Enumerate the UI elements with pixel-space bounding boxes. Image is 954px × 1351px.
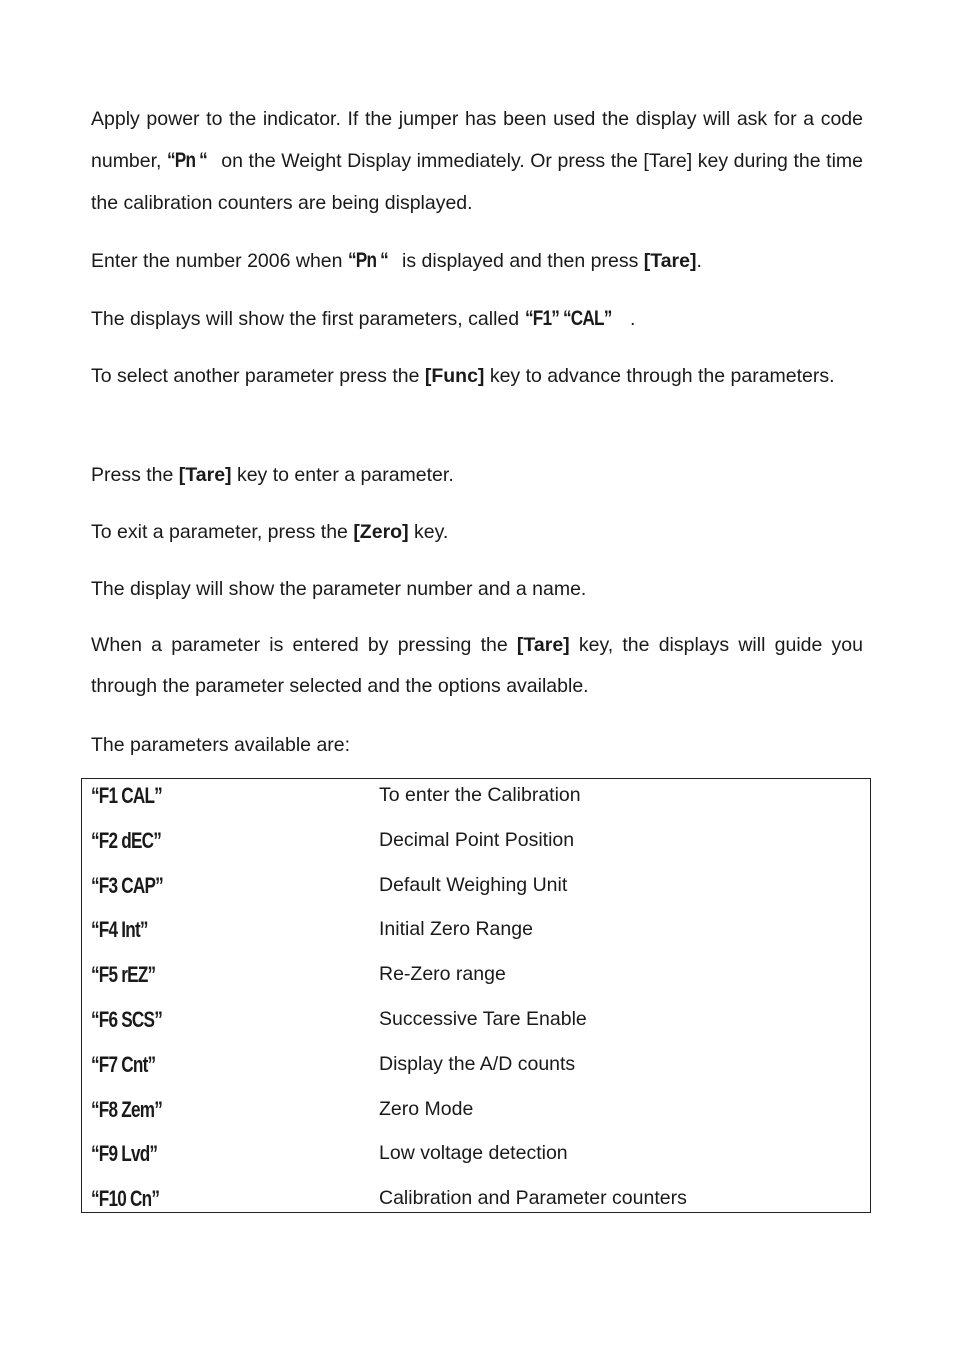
parameter-code: “F8 Zem” <box>91 1096 163 1122</box>
parameter-description: Decimal Point Position <box>379 828 575 851</box>
paragraph-exit-parameter <box>91 511 448 553</box>
key-label-tare: [Tare] <box>643 250 697 272</box>
text: on the Weight Display immediately. Or press the [Tare] key during the time the calibration counters are being displayed. <box>91 150 863 214</box>
text: The displays will show the first parameters, called <box>91 308 525 330</box>
parameter-description: Successive Tare Enable <box>379 1008 587 1030</box>
paragraph-parameters-available: The parameters available are: <box>91 734 351 756</box>
text: To exit a parameter, press the <box>91 521 354 543</box>
key-label-tare: [Tare] <box>516 634 570 656</box>
paragraph-enter-number <box>91 240 702 282</box>
parameter-description: Re-Zero range <box>379 963 506 986</box>
parameter-code: “F3 CAP” <box>91 872 163 898</box>
text: To select another parameter press the <box>91 365 425 387</box>
table-row <box>82 824 870 868</box>
text: Apply power to the indicator. If the jumper has been used the display will ask for a code number, <box>91 108 863 172</box>
text: key, the displays will guide you through the parameter selected and the options available. <box>91 634 863 697</box>
text: Enter the number 2006 when <box>91 250 348 272</box>
paragraph-enter-parameter <box>91 454 454 496</box>
parameter-description: Display the A/D counts <box>379 1052 576 1075</box>
table-row <box>82 1182 870 1212</box>
parameter-description: Calibration and Parameter counters <box>379 1187 687 1210</box>
table-row <box>82 1137 870 1181</box>
parameter-description: To enter the Calibration <box>379 784 581 806</box>
key-label-zero: [Zero] <box>353 521 409 543</box>
text: key to enter a parameter. <box>231 464 454 486</box>
text: Press the <box>91 464 179 486</box>
text: key to advance through the parameters. <box>484 365 835 387</box>
table-row <box>82 958 870 1002</box>
paragraph-guide <box>91 625 863 707</box>
parameter-description: Low voltage detection <box>379 1142 568 1165</box>
text: key. <box>408 521 449 543</box>
parameter-code: “F2 dEC” <box>91 827 162 853</box>
parameter-code: “F5 rEZ” <box>91 962 156 988</box>
parameter-code: “F1 CAL” <box>91 783 162 808</box>
table-row <box>82 1093 870 1137</box>
text: When a parameter is entered by pressing the <box>91 634 517 656</box>
table-row <box>82 913 870 957</box>
table-row <box>82 1003 870 1047</box>
paragraph-first-parameter <box>91 298 635 340</box>
parameters-table <box>81 778 871 1213</box>
paragraph-apply-power <box>91 98 863 224</box>
display-code-pn: “Pn “ <box>167 149 207 172</box>
parameter-code: “F4 Int” <box>91 917 148 943</box>
paragraph-select-parameter <box>91 356 835 397</box>
table-row <box>82 779 870 823</box>
table-row <box>82 1048 870 1092</box>
display-code-f1-cal: “F1” “CAL” <box>524 307 612 330</box>
parameter-code: “F6 SCS” <box>91 1007 163 1032</box>
text: is displayed and then press <box>396 250 644 272</box>
key-label-func: [Func] <box>424 365 485 387</box>
parameter-code: “F9 Lvd” <box>91 1141 158 1167</box>
parameter-code: “F10 Cn” <box>91 1186 160 1212</box>
table-row <box>82 869 870 913</box>
paragraph-display-name: The display will show the parameter number and a name. <box>91 578 587 600</box>
parameter-description: Initial Zero Range <box>379 918 533 941</box>
text: . <box>696 250 702 272</box>
text: . <box>630 308 636 330</box>
display-code-pn: “Pn “ <box>347 249 388 272</box>
parameter-code: “F7 Cnt” <box>91 1051 156 1077</box>
parameter-description: Default Weighing Unit <box>379 873 568 896</box>
parameter-description: Zero Mode <box>379 1097 474 1120</box>
key-label-tare: [Tare] <box>178 464 232 486</box>
